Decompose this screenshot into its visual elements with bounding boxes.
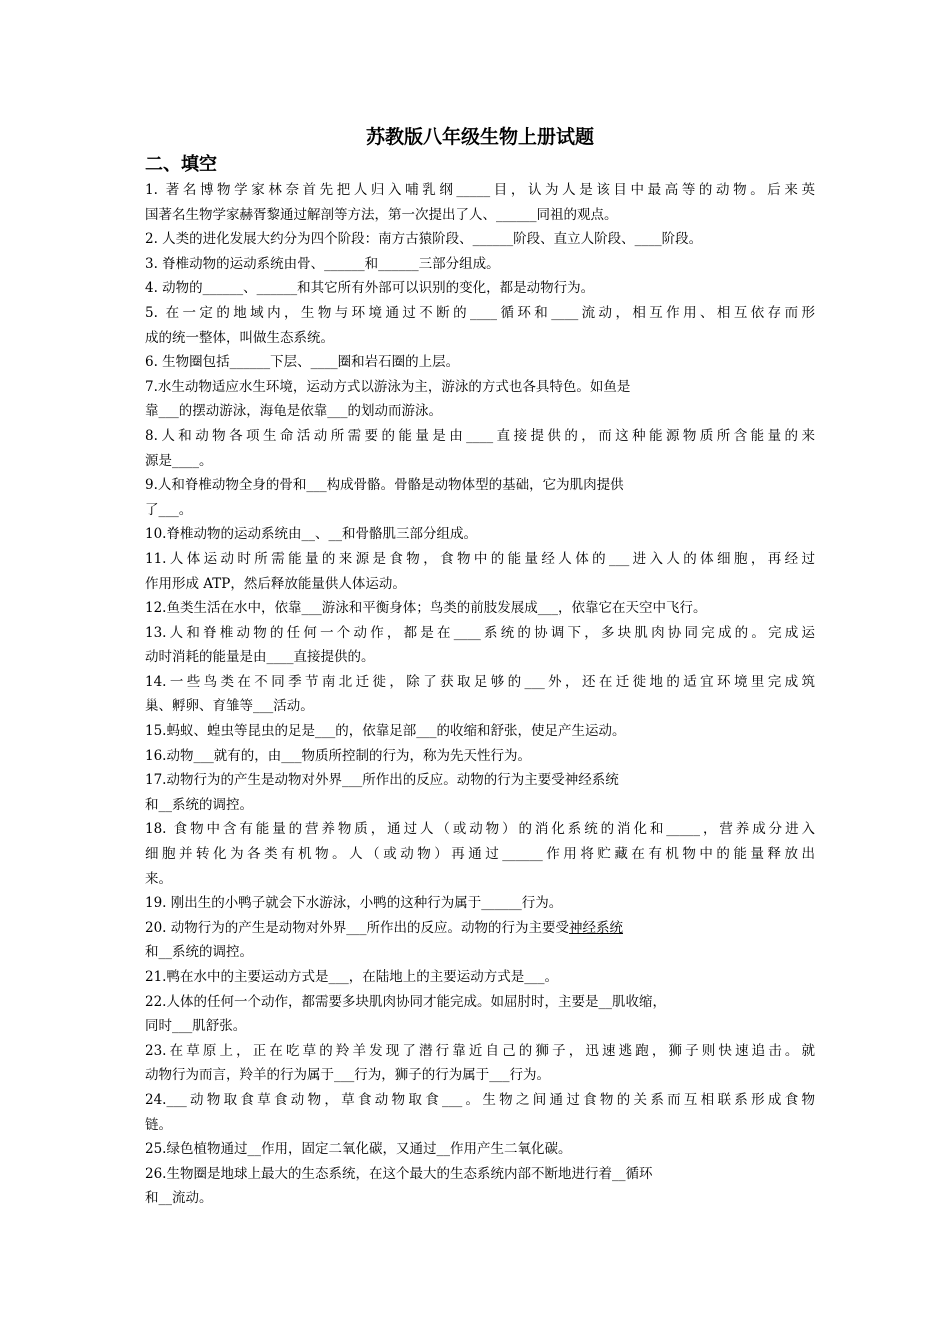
question-line — [145, 572, 815, 597]
question-text: 18. 食物中含有能量的营养物质，通过人（或动物）的消化系统的消化和_____，营养成分进入 — [145, 821, 815, 838]
question-text: 1. 著名博物学家林奈首先把人归入哺乳纲_____目，认为人是该目中最高等的动物。后来英 — [145, 182, 815, 198]
question-text: 12.鱼类生活在水中，依靠___游泳和平衡身体；鸟类的前肢发展成___，依靠它在天空中飞行。 — [145, 600, 707, 617]
question-line — [145, 227, 815, 252]
question-text: 13.人和脊椎动物的任何一个动作，都是在____系统的协调下，多块肌肉协同完成的。完成运 — [145, 624, 815, 641]
question-line — [145, 940, 815, 965]
section-heading: 二、填空 — [145, 154, 217, 175]
question-text: 10.脊椎动物的运动系统由__、__和骨骼肌三部分组成。 — [145, 526, 477, 543]
question-line — [145, 1113, 815, 1138]
question-text: 23.在草原上，正在吃草的羚羊发现了潜行靠近自己的狮子，迅速逃跑，狮子则快速追击。就 — [145, 1042, 815, 1059]
question-text: 21.鸭在水中的主要运动方式是___，在陆地上的主要运动方式是___。 — [145, 969, 558, 985]
question-line — [145, 1063, 815, 1088]
question-text: 源是____。 — [145, 452, 213, 469]
question-line — [145, 596, 815, 621]
underlined-term: 神经系统 — [569, 919, 624, 936]
question-line — [145, 694, 815, 719]
question-text: 15.蚂蚁、蝗虫等昆虫的足是___的，依靠足部___的收缩和舒张，使足产生运动。 — [145, 723, 626, 740]
question-line — [145, 522, 815, 547]
question-line — [145, 670, 815, 695]
question-text: 3. 脊椎动物的运动系统由骨、______和______三部分组成。 — [145, 255, 500, 272]
question-line — [145, 424, 815, 449]
question-text: 靠___的摆动游泳，海龟是依靠___的划动而游泳。 — [145, 403, 442, 420]
question-text: 动物行为而言，羚羊的行为属于___行为，狮子的行为属于___行为。 — [145, 1067, 550, 1084]
question-line — [145, 203, 815, 228]
question-line — [145, 817, 815, 842]
question-text: 来。 — [145, 870, 172, 887]
question-text: 了___。 — [145, 501, 193, 518]
question-line — [145, 1088, 815, 1113]
document-title: 苏教版八年级生物上册试题 — [365, 126, 594, 148]
question-line — [145, 252, 815, 277]
question-line — [145, 547, 815, 572]
question-text: 细胞并转化为各类有机物。人（或动物）再通过______作用将贮藏在有机物中的能量释放出 — [145, 846, 815, 863]
question-text: 同时___肌舒张。 — [145, 1018, 247, 1035]
question-text: 14.一些鸟类在不同季节南北迁徙，除了获取足够的___外，还在迁徙地的适宜环境里完成筑 — [145, 673, 815, 690]
question-text: 17.动物行为的产生是动物对外界___所作出的反应。动物的行为主要受神经系统 — [145, 772, 619, 789]
question-line — [145, 793, 815, 818]
question-line — [145, 891, 815, 916]
question-line — [145, 719, 815, 744]
question-line — [145, 867, 815, 892]
question-line — [145, 498, 815, 523]
question-text: 和__系统的调控。 — [145, 944, 253, 961]
question-text: 20. 动物行为的产生是动物对外界___所作出的反应。动物的行为主要受 — [145, 919, 570, 936]
question-line — [145, 1137, 815, 1162]
question-line — [145, 916, 815, 941]
question-text: 19. 刚出生的小鸭子就会下水游泳，小鸭的这种行为属于______行为。 — [145, 895, 563, 912]
document-page — [145, 122, 815, 1211]
question-text: 11.人体运动时所需能量的来源是食物，食物中的能量经人体的___进入人的体细胞，再经过 — [145, 550, 815, 567]
question-text: 成的统一整体，叫做生态系统。 — [145, 329, 334, 346]
question-line — [145, 399, 815, 424]
question-line — [145, 965, 815, 990]
question-text: 和__流动。 — [145, 1190, 213, 1207]
question-line — [145, 621, 815, 646]
question-text: 动时消耗的能量是由____直接提供的。 — [145, 649, 375, 666]
question-text: 6. 生物圈包括______下层、____圈和岩石圈的上层。 — [145, 354, 460, 371]
question-line — [145, 645, 815, 670]
question-line — [145, 842, 815, 867]
question-text: 9.人和脊椎动物全身的骨和___构成骨骼。骨骼是动物体型的基础，它为肌肉提供 — [145, 477, 624, 494]
question-line — [145, 990, 815, 1015]
question-line — [145, 375, 815, 400]
question-text: 16.动物___就有的，由___物质所控制的行为，称为先天性行为。 — [145, 747, 531, 764]
question-line — [145, 744, 815, 769]
question-text: 巢、孵卵、育雏等___活动。 — [145, 698, 314, 715]
question-line — [145, 1162, 815, 1187]
question-line — [145, 1186, 815, 1211]
question-text: 和__系统的调控。 — [145, 796, 253, 813]
question-line — [145, 768, 815, 793]
question-line — [145, 301, 815, 326]
question-line — [145, 1014, 815, 1039]
question-text: 4. 动物的______、______和其它所有外部可以识别的变化，都是动物行为。 — [145, 280, 595, 297]
question-text: 26.生物圈是地球上最大的生态系统，在这个最大的生态系统内部不断地进行着__循环 — [145, 1165, 653, 1182]
question-line — [145, 1039, 815, 1064]
question-line — [145, 473, 815, 498]
question-text: 5. 在一定的地域内，生物与环境通过不断的____循环和____流动，相互作用、相互依存而形 — [145, 304, 815, 321]
question-text: 7.水生动物适应水生环境，运动方式以游泳为主，游泳的方式也各具特色。如鱼是 — [145, 378, 631, 395]
question-text: 25.绿色植物通过__作用，固定二氧化碳，又通过__作用产生二氧化碳。 — [145, 1141, 572, 1158]
question-line — [145, 350, 815, 375]
question-line — [145, 449, 815, 474]
question-text: 22.人体的任何一个动作，都需要多块肌肉协同才能完成。如屈肘时，主要是__肌收缩， — [145, 993, 666, 1010]
question-text: 作用形成 ATP，然后释放能量供人体运动。 — [145, 575, 406, 592]
question-text: 国著名生物学家赫胥黎通过解剖等方法，第一次提出了人、______同祖的观点。 — [145, 206, 618, 223]
question-line — [145, 276, 815, 301]
question-line — [145, 178, 815, 203]
question-text: 8.人和动物各项生命活动所需要的能量是由____直接提供的，而这种能源物质所含能量的来 — [145, 427, 815, 444]
question-text: 链。 — [145, 1116, 172, 1133]
question-line — [145, 326, 815, 351]
question-list — [145, 178, 815, 1211]
question-text: 2. 人类的进化发展大约分为四个阶段：南方古猿阶段、______阶段、直立人阶段、____阶段。 — [145, 231, 703, 248]
question-text: 24.___动物取食草食动物，草食动物取食___。生物之间通过食物的关系而互相联系形成食物 — [145, 1091, 815, 1108]
